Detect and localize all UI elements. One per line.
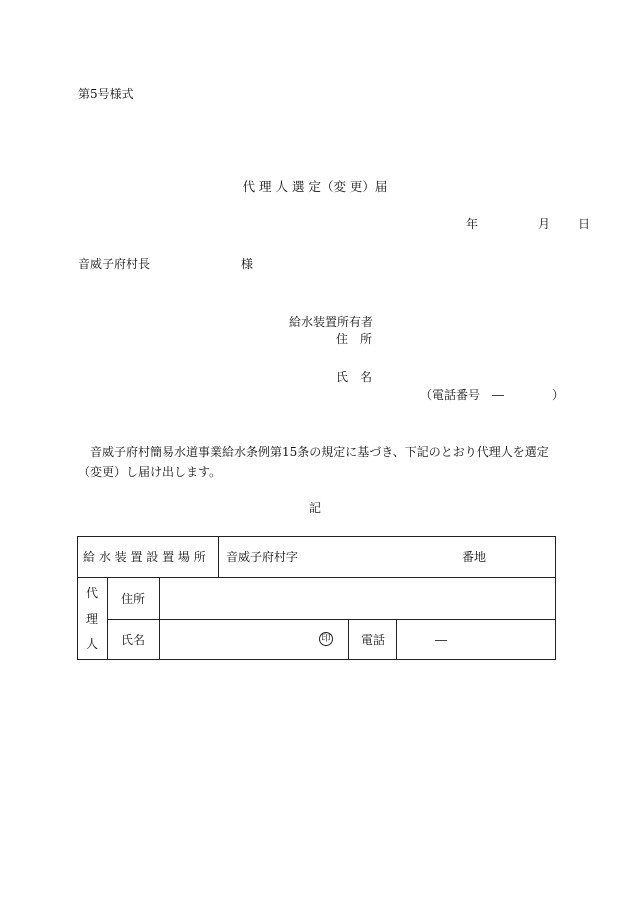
table-vline-location xyxy=(218,537,219,577)
agent-label-3: 人 xyxy=(86,637,99,651)
date-month: 月 xyxy=(538,217,551,231)
agent-address-label: 住所 xyxy=(121,592,146,606)
owner-phone-label: （電話番号 ― ） xyxy=(420,388,565,402)
location-village: 音威子府村字 xyxy=(226,550,299,564)
table-vline-labels xyxy=(159,577,160,659)
agent-phone-label: 電話 xyxy=(361,633,386,647)
location-banchi: 番地 xyxy=(462,550,487,564)
ki-heading: 記 xyxy=(308,501,321,515)
document-title: 代 理 人 選 定（変 更）届 xyxy=(242,179,388,194)
addressee-honorific: 様 xyxy=(241,257,254,271)
body-text: 音威子府村簡易水道事業給水条例第15条の規定に基づき、下記のとおり代理人を選定（変更）し届け出します。 xyxy=(78,445,549,479)
agent-phone-dash: ― xyxy=(435,633,447,647)
form-number: 第5号様式 xyxy=(78,87,134,101)
agent-label-1: 代 xyxy=(86,586,99,600)
date-day: 日 xyxy=(578,217,591,231)
table-hline-1 xyxy=(78,577,555,578)
owner-name-label: 氏 名 xyxy=(336,370,373,384)
agent-name-label: 氏名 xyxy=(121,633,146,647)
form-table xyxy=(77,536,556,660)
table-vline-phone xyxy=(396,619,397,659)
location-label: 給 水 装 置 設 置 場 所 xyxy=(83,550,206,564)
owner-address-label: 住 所 xyxy=(336,332,373,346)
owner-label: 給水装置所有者 xyxy=(289,315,374,329)
table-hline-2 xyxy=(107,619,555,620)
date-line xyxy=(466,218,590,230)
agent-label-2: 理 xyxy=(86,612,99,626)
addressee-name: 音威子府村長 xyxy=(78,257,151,271)
seal-mark: 印 xyxy=(319,632,333,646)
table-vline-agent xyxy=(107,577,108,659)
date-year: 年 xyxy=(466,217,479,231)
table-vline-seal xyxy=(348,619,349,659)
